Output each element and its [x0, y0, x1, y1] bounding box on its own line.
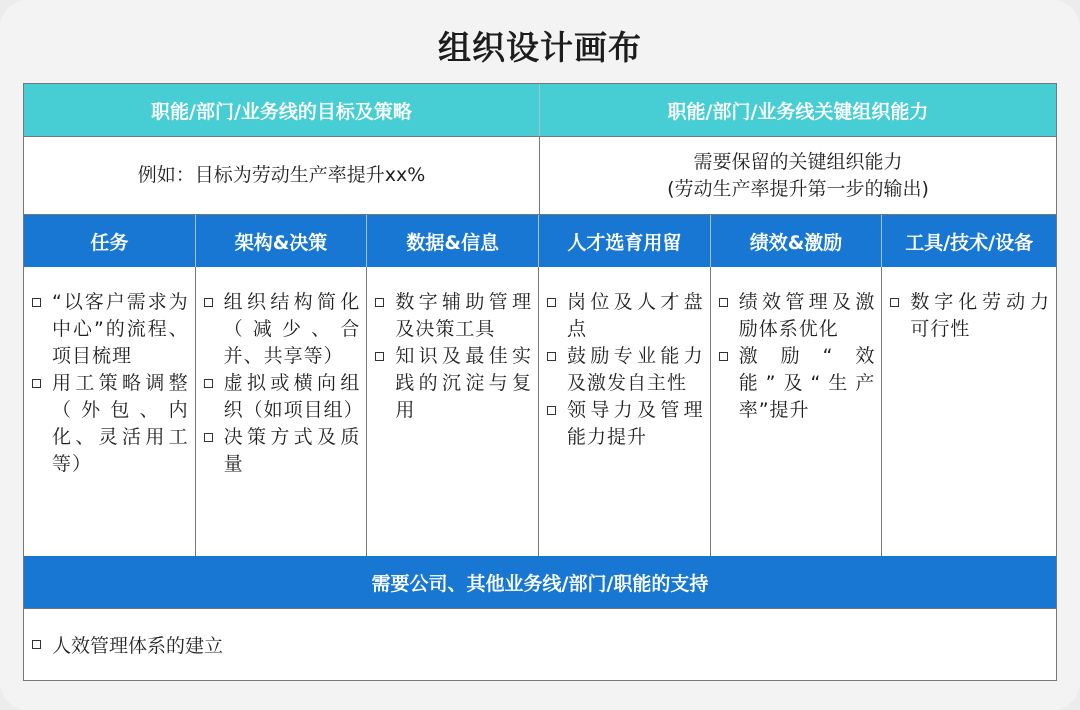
checkbox-icon — [32, 298, 41, 307]
list-item: 决策方式及质量 — [204, 424, 361, 478]
col-header-tasks: 任务 — [24, 215, 196, 267]
goal-capability-header-row — [24, 84, 1056, 136]
list-item: 人效管理体系的建立 — [32, 631, 223, 658]
checkbox-icon — [719, 352, 728, 361]
checkbox-icon — [204, 298, 213, 307]
goals-strategy-header: 职能/部门/业务线的目标及策略 — [24, 84, 540, 136]
list-item: 鼓励专业能力及激发自主性 — [547, 343, 704, 397]
list-item: 领导力及管理能力提升 — [547, 397, 704, 451]
list-item: 岗位及人才盘点 — [547, 289, 704, 343]
support-row — [24, 608, 1056, 682]
checkbox-icon — [375, 298, 384, 307]
col-performance — [711, 267, 883, 556]
col-header-tools: 工具/技术/设备 — [882, 215, 1056, 267]
checkbox-icon — [32, 640, 41, 649]
key-capability-header: 职能/部门/业务线关键组织能力 — [540, 84, 1056, 136]
list-item: 激励“效能”及“生产率”提升 — [719, 343, 876, 424]
checkbox-icon — [719, 298, 728, 307]
checkbox-icon — [32, 379, 41, 388]
col-header-talent: 人才选育用留 — [539, 215, 711, 267]
col-header-performance: 绩效&激励 — [711, 215, 883, 267]
checkbox-icon — [375, 352, 384, 361]
list-item: 绩效管理及激励体系优化 — [719, 289, 876, 343]
col-header-data: 数据&信息 — [367, 215, 539, 267]
list-item: 数字化劳动力可行性 — [890, 289, 1050, 343]
list-item: 虚拟或横向组织（如项目组） — [204, 370, 361, 424]
design-canvas — [23, 83, 1057, 681]
list-item: 数字辅助管理及决策工具 — [375, 289, 532, 343]
capability-example — [540, 137, 1056, 214]
list-item: 用工策略调整（外包、内化、灵活用工等） — [32, 370, 189, 478]
example-row — [24, 136, 1056, 215]
col-tools — [882, 267, 1056, 556]
col-data — [367, 267, 539, 556]
checkbox-icon — [890, 298, 899, 307]
col-header-structure: 架构&决策 — [196, 215, 368, 267]
checkbox-icon — [204, 379, 213, 388]
checkbox-icon — [547, 298, 556, 307]
checkbox-icon — [204, 433, 213, 442]
page-title: 组织设计画布 — [438, 28, 642, 67]
checkbox-icon — [547, 406, 556, 415]
col-talent — [539, 267, 711, 556]
goal-example-text: 例如：目标为劳动生产率提升xx% — [137, 164, 426, 186]
support-header: 需要公司、其他业务线/部门/职能的支持 — [24, 556, 1056, 608]
capability-example-line1: 需要保留的关键组织能力 — [693, 150, 903, 173]
dimension-header-row — [24, 215, 1056, 267]
capability-example-line2: (劳动生产率提升第一步的输出) — [667, 177, 929, 200]
list-item: “以客户需求为中心”的流程、项目梳理 — [32, 289, 189, 370]
checkbox-icon — [547, 352, 556, 361]
col-tasks — [24, 267, 196, 556]
goal-example — [24, 137, 540, 214]
dimension-content-row — [24, 267, 1056, 556]
list-item: 组织结构简化（减少、合并、共享等） — [204, 289, 361, 370]
col-structure — [196, 267, 368, 556]
list-item: 知识及最佳实践的沉淀与复用 — [375, 343, 532, 424]
